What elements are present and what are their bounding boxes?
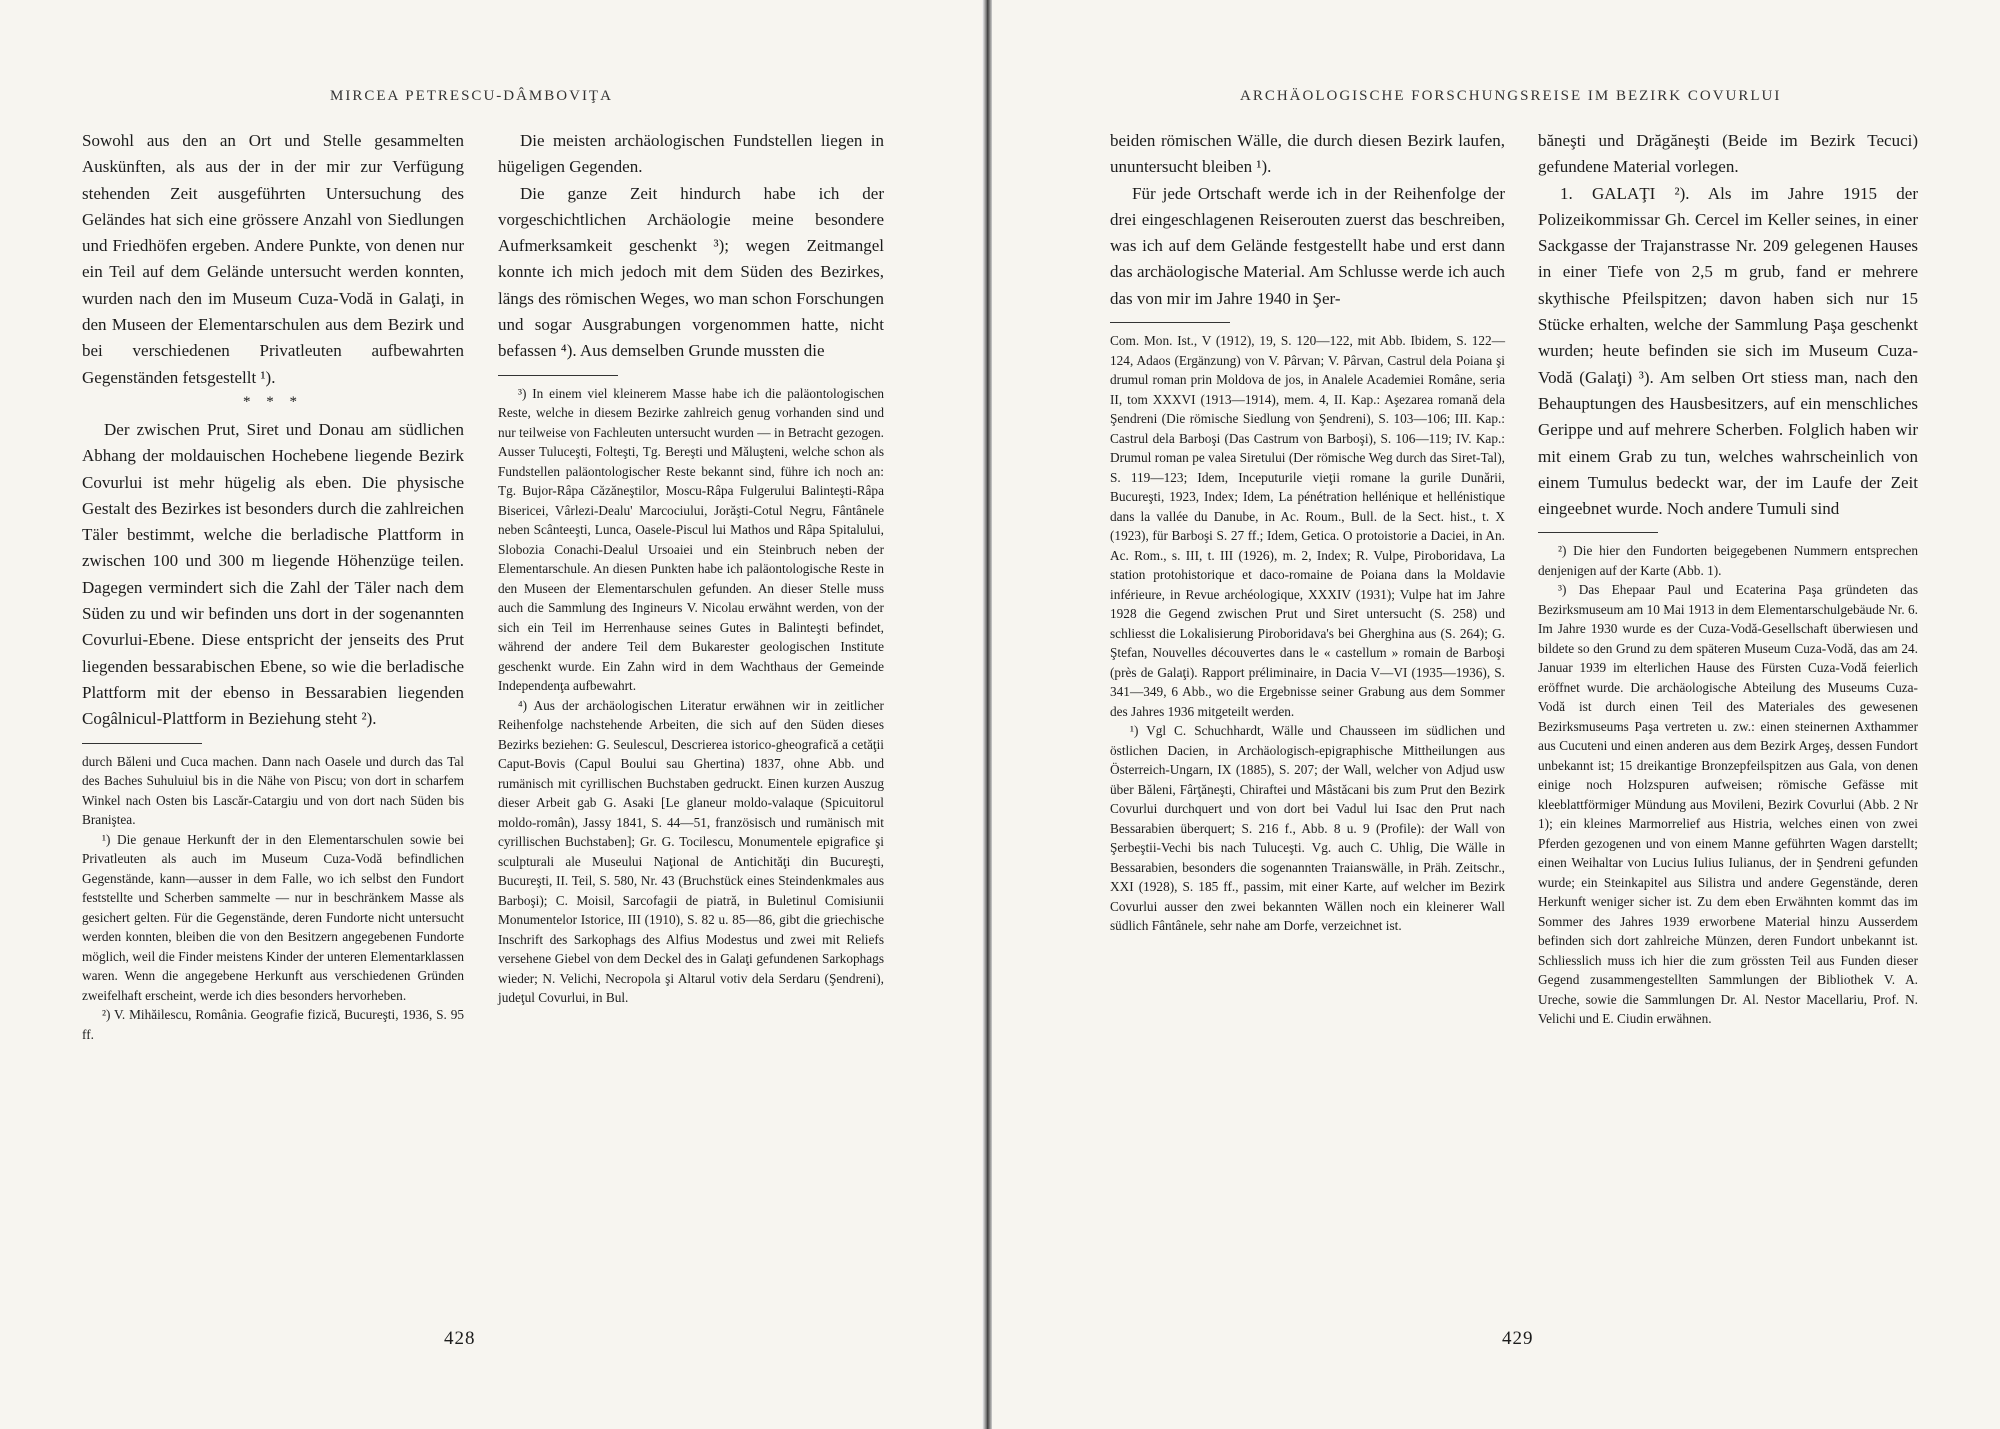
- footnote: durch Băleni und Cuca machen. Dann nach Oasele und durch das Tal des Baches Suhuluiul bis in die Nähe von Piscu; von dort in scharfem Winkel nach Osten bis Lascăr-Catargiu und von dort nach Süden bis Braniştea.: [82, 753, 464, 828]
- paragraph: Sowohl aus den an Ort und Stelle gesammelten Auskünften, als aus der in der mir zur Verfügung stehenden Zeit ausgeführten Untersuchung des Geländes hat sich eine grössere Anzahl von Siedlungen und Friedhöfen ergeben. Andere Punkte, von denen nur ein Teil auf dem Gelände untersucht werden konnten, wurden nach den im Museum Cuza-Vodă in Galaţi, in den Museen der Elementarschulen aus dem Bezirk und bei verschiedenen Privatleuten aufbewahrten Gegenständen fetsgestellt ¹).: [82, 131, 464, 387]
- right-page: [990, 0, 2000, 1429]
- body-text: [82, 128, 464, 733]
- footnotes: [1538, 541, 1918, 1029]
- paragraph: Die meisten archäologischen Fundstellen liegen in hügeligen Gegenden.: [498, 131, 884, 177]
- paragraph: Für jede Ortschaft werde ich in der Reihenfolge der drei eingeschlagenen Reiserouten zuerst das beschreiben, was ich auf dem Gelände festgestellt habe und erst dann das archäologische Material. Am Schlusse werde ich auch das von mir im Jahre 1940 in Şer-: [1110, 183, 1505, 308]
- paragraph: 1. GALAŢI ²). Als im Jahre 1915 der Polizeikommissar Gh. Cercel im Keller seines, in einer Sackgasse der Trajanstrasse Nr. 209 gelegenen Hauses in einer Tiefe von 2,5 m grub, fand er mehrere skythische Pfeilspitzen; davon haben sich nur 15 Stücke erhalten, welche der Sammlung Paşa geschenkt wurden; heute befinden sie sich im Museum Cuza-Vodă (Galaţi) ³). Am selben Ort stiess man, nach den Behauptungen des Hausbesitzers, auf ein menschliches Gerippe und auf mehrere Scherben. Folglich haben wir mit einem Grab zu tun, welches wahrscheinlich von einem Tumulus bedeckt war, der im Laufe der Zeit eingeebnet wurde. Noch andere Tumuli sind: [1538, 183, 1918, 519]
- running-head: ARCHÄOLOGISCHE FORSCHUNGSREISE IM BEZIRK COVURLUI: [1240, 88, 1782, 104]
- paragraph: Die ganze Zeit hindurch habe ich der vorgeschichtlichen Archäologie meine besondere Aufmerksamkeit geschenkt ³); wegen Zeitmangel konnte ich mich jedoch mit dem Süden des Bezirkes, längs des römischen Weges, wo man schon Forschungen und sogar Ausgrabungen vorgenommen hatte, nicht befassen ⁴). Aus demselben Grunde mussten die: [498, 183, 884, 361]
- paragraph: Der zwischen Prut, Siret und Donau am südlichen Abhang der moldauischen Hochebene liegende Bezirk Covurlui ist mehr hügelig als eben. Die physische Gestalt des Bezirkes ist besonders durch die zahlreichen Täler bestimmt, welche die berladische Plattform in zwischen 100 und 300 m liegende Höhenzüge teilen. Dagegen vermindert sich die Zahl der Täler nach dem Süden zu und wir befinden uns dort in der sogenannten Covurlui-Ebene. Diese entspricht der jenseits des Prut liegenden bessarabischen Ebene, so wie die berladische Plattform mit der ebenso in Bessarabien liegenden Cogâlnicul-Plattform in Beziehung steht ²).: [82, 419, 464, 729]
- paragraph: beiden römischen Wälle, die durch diesen Bezirk laufen, ununtersucht bleiben ¹).: [1110, 131, 1505, 177]
- page-number: 429: [1502, 1328, 1534, 1349]
- footnote: ⁴) Aus der archäologischen Literatur erwähnen wir in zeitlicher Reihenfolge nachstehende Arbeiten, die sich auf den Süden dieses Bezirks beziehen: G. Seulescul, Descrierea istorico-gheografică a cetăţii Caput-Bovis (Capul Boului sau Ghertina) 1837, ohne Abb. und rumänisch mit cyrillischen Buchstaben gedruckt. Einen kurzen Auszug dieser Arbeit gab G. Asaki [Le glaneur moldo-valaque (Spicuitorul moldo-român), Jassy 1841, S. 44—51, französisch und rumänisch mit cyrillischen Buchstaben]; Gr. G. Tocilescu, Monumentele epigrafice şi sculpturali ale Museului Naţional de Antichităţi din Bucureşti, Bucureşti, II. Teil, S. 580, Nr. 43 (Bruchstück eines Steindenkmales aus Barboşi); C. Moisil, Sarcofagii de piatră, in Buletinul Comisiunii Monumentelor Istorice, III (1910), S. 82 u. 85—86, gibt die griechische Inschrift des Sarkophags des Alfius Modestus und zwei mit Reliefs versehene Giebel von dem Deckel des in Galaţi gefundenen Sarkophags wieder; N. Velichi, Necropola şi Altarul votiv dela Serdaru (Şendreni), judeţul Covurlui, in Bul.: [498, 697, 884, 1006]
- footnote: ²) Die hier den Fundorten beigegebenen Nummern entsprechen denjenigen auf der Karte (Abb. 1).: [1538, 543, 1918, 578]
- footnotes: [498, 384, 884, 1008]
- left-column-2: [498, 128, 884, 1008]
- left-column-1: [82, 128, 464, 1044]
- body-text: [1110, 128, 1505, 312]
- body-text: [1538, 128, 1918, 522]
- footnote: ¹) Vgl C. Schuchhardt, Wälle und Chausseen im südlichen und östlichen Dacien, in Archäologisch-epigraphische Mittheilungen aus Österreich-Ungarn, IX (1885), S. 207; der Wall, welcher von Adjud usw über Băleni, Fârţăneşti, Chiraftei und Mâstăcani bis zum Prut den Bezirk Covurlui durchquert und von dort bei Vadul lui Isac den Prut nach Bessarabien überquert; S. 216 f., Abb. 8 u. 9 (Profile): der Wall von Şerbeştii-Vechi bis nach Tuluceşti. Vg. auch C. Uhlig, Die Wälle in Bessarabien, besonders die sogenannten Traianswälle, in Präh. Zeitschr., XXI (1928), S. 185 ff., passim, mit einer Karte, auf welcher im Bezirk Covurlui ausser den zwei bekannten Wällen noch ein kleinerer Wall südlich Fântânele, sehr nahe am Dorfe, verzeichnet ist.: [1110, 723, 1505, 934]
- footnote: Com. Mon. Ist., V (1912), 19, S. 120—122, mit Abb. Ibidem, S. 122—124, Adaos (Ergänzung) von V. Pârvan; V. Pârvan, Castrul dela Poiana şi drumul roman prin Moldova de jos, in Analele Academiei Române, seria II, tom XXXVI (1913—1914), mem. 4, II. Kap.: Aşezarea romană dela Şendreni (Die römische Siedlung von Şendreni), S. 103—106; III. Kap.: Castrul dela Barboşi (Das Castrum von Barboşi), S. 106—119; IV. Kap.: Drumul roman pe valea Siretului (Der römische Weg durch das Siret-Tal), S. 119—123; Idem, Inceputurile vieţii romane la gurile Dunării, Bucureşti, 1923, Index; Idem, La pénétration hellénique et hellénistique dans la vallée du Danube, in Ac. Roum., Bull. de la Sect. hist., t. X (1923), für Barboşi S. 27 ff.; Idem, Getica. O protoistorie a Daciei, in An. Ac. Rom., s. III, t. III (1926), m. 2, Index; R. Vulpe, Piroboridava, La station protohistorique et daco-romaine de Poiana dans la Moldavie inférieure, in Revue archéologique, XXXIV (1931); Vulpe hat im Jahre 1928 die Gegend zwischen Prut und Siret untersucht (S. 258) und schliesst die Lokalisierung Piroboridava's bei Gherghina aus (S. 264); G. Ştefan, Nouvelles découvertes dans le « castellum » romain de Barboşi (près de Galaţi). Rapport préliminaire, in Dacia V—VI (1935—1936), S. 341—349, 6 Abb., wo die Ergebnisse seiner Grabung aus dem Sommer des Jahres 1936 mitgeteilt werden.: [1110, 333, 1505, 719]
- footnote-rule: [82, 743, 202, 744]
- body-text: [498, 128, 884, 365]
- footnote: ²) V. Mihăilescu, România. Geografie fizică, Bucureşti, 1936, S. 95 ff.: [82, 1007, 464, 1042]
- running-head: MIRCEA PETRESCU-DÂMBOVIŢA: [330, 88, 613, 104]
- footnote-rule: [1538, 532, 1658, 533]
- footnotes: [1110, 331, 1505, 936]
- footnotes: [82, 752, 464, 1045]
- section-divider: * * *: [243, 393, 303, 410]
- footnote: ³) In einem viel kleinerem Masse habe ich die paläontologischen Reste, welche in diesem Bezirke zahlreich genug vorhanden sind und nur teilweise von Fachleuten untersucht wurden — in Betracht gezogen. Ausser Tuluceşti, Folteşti, Tg. Bereşti und Măluşteni, welche schon als Fundstellen paläontologischer Reste bekannt sind, führe ich noch an: Tg. Bujor-Râpa Căzăneştilor, Moscu-Râpa Fulgerului Balinteşti-Râpa Bisericei, Vârlezi-Dealu' Marcociului, Jorăşti-Cotul Negru, Fântânele neben Scânteeşti, Lunca, Oasele-Piscul lui Mathos und Râpa Spitalului, Slobozia Conachi-Dealul Ursoaiei und ein Steinbruch neben der Elementarschule. An diesen Punkten habe ich paläontologische Reste in den Museen der Elementarschulen gefunden. An dieser Stelle muss auch die Sammlung des Ingineurs V. Nicolau erwähnt werden, von der sich ein Teil im Herrenhause seines Gutes in Balinteşti befindet, während der andere Teil dem Bukarester geologischen Institute geschenkt wurde. Ein Zahn wird in dem Wachthaus der Gemeinde Independenţa aufbewahrt.: [498, 385, 884, 694]
- paragraph: băneşti und Drăgăneşti (Beide im Bezirk Tecuci) gefundene Material vorlegen.: [1538, 131, 1918, 177]
- footnote-rule: [498, 375, 618, 376]
- right-column-2: [1538, 128, 1918, 1029]
- footnote-rule: [1110, 322, 1230, 323]
- page-number: 428: [444, 1328, 476, 1349]
- right-column-1: [1110, 128, 1505, 936]
- footnote: ³) Das Ehepaar Paul und Ecaterina Paşa gründeten das Bezirksmuseum am 10 Mai 1913 in dem Elementarschulgebäude Nr. 6. Im Jahre 1930 wurde es der Cuza-Vodă-Gesellschaft überwiesen und bildete so den Grund zu dem späteren Museum Cuza-Vodă, das am 24. Januar 1939 im elterlichen Hause des Fürsten Cuza-Vodă feierlich eröffnet wurde. Die archäologische Abteilung des Museums Cuza-Vodă ist durch einen Teil des Materiales des gewesenen Bezirksmuseums Paşa vertreten u. zw.: einen steinernen Axthammer aus Cucuteni und einen anderen aus dem Bezirk Argeş, dessen Fundort unbekannt ist; 15 dreikantige Bronzepfeilspitzen aus Gala, von denen einige noch Holzspuren aufweisen; römische Gefässe mit kleeblattförmiger Mündung aus Movileni, Bezirk Covurlui (Abb. 2 Nr 1); ein kleines Marmorrelief aus Histria, welches einen von zwei Pferden gezogenen und von einem Manne geführten Wagen darstellt; einen Weihaltar von Lucius Iulius Iulianus, der in Şendreni gefunden wurde; ein Steinkapitel aus Silistra und andere Gegenstände, deren Herkunft weniger sicher ist. Zu dem eben Erwähnten kommt das im Sommer des Jahres 1939 erworbene Material hinzu Ausserdem befinden sich dort zahlreiche Münzen, deren Fundort unbekannt ist. Schliesslich muss ich hier die zum grössten Teil aus Funden dieser Gegend zusammengestellten Sammlungen der Bibliothek V. A. Ureche, sowie die Sammlungen Dr. Al. Nestor Macellariu, Prof. N. Velichi und E. Ciudin erwähnen.: [1538, 582, 1918, 1027]
- left-page: [0, 0, 985, 1429]
- footnote: ¹) Die genaue Herkunft der in den Elementarschulen sowie bei Privatleuten als auch im Museum Cuza-Vodă befindlichen Gegenstände, kann—ausser in dem Falle, wo ich selbst den Fundort feststellte und Scherben sammelte — nur in beschränkem Masse als gesichert gelten. Für die Gegenstände, deren Fundorte nicht untersucht werden konnten, bleiben die von den Besitzern angegebenen Fundorte möglich, weil die Finder meistens Kinder der unteren Elementarklassen waren. Wenn die angegebene Herkunft aus verschiedenen Gründen zweifelhaft erscheint, werde ich dies besonders hervorheben.: [82, 831, 464, 1003]
